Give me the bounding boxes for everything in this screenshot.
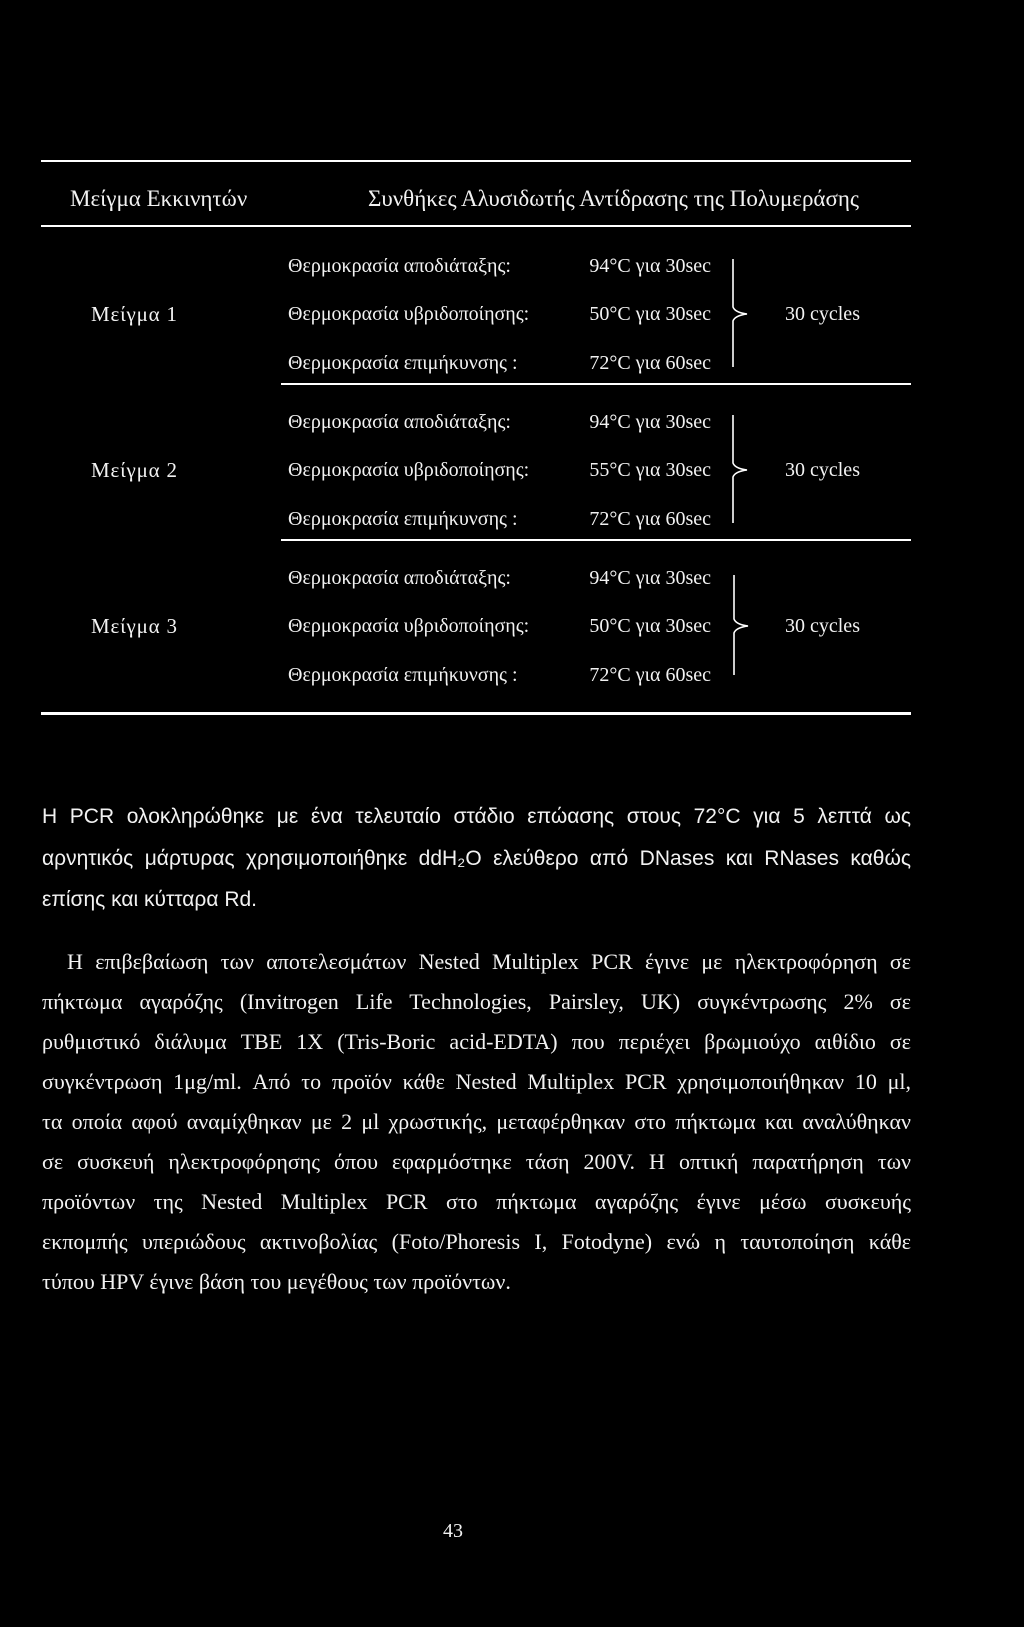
step-label: Θερμοκρασία υβριδοποίησης: xyxy=(288,303,530,325)
cycles-bracket xyxy=(725,249,755,380)
paragraph-line: αρνητικός μάρτυρας χρησιμοποιήθηκε ddH₂O ελεύθερο από DNases και RNases καθώς xyxy=(42,846,911,870)
paragraph-line: επίσης και κύτταρα Rd. xyxy=(42,888,258,911)
step-label: Θερμοκρασία επιμήκυνσης : xyxy=(288,664,518,686)
mix-name: Μείγμα 1 xyxy=(91,302,178,326)
paragraph-line: ρυθμιστικό διάλυμα TBE 1X (Tris-Boric acid-EDTA) που περιέχει βρωμιούχο αιθίδιο σε xyxy=(42,1029,911,1054)
step-label: Θερμοκρασία υβριδοποίησης: xyxy=(288,615,530,637)
mix-block xyxy=(0,409,1024,532)
bracket-line xyxy=(733,259,747,367)
paragraph-line: Η PCR ολοκληρώθηκε με ένα τελευταίο στάδιο επώασης στους 72°C για 5 λεπτά ως xyxy=(42,805,911,828)
bracket-line xyxy=(734,575,748,675)
mix-name: Μείγμα 3 xyxy=(91,614,178,638)
body-paragraph xyxy=(42,942,911,1302)
mix-block xyxy=(0,565,1024,688)
step-label: Θερμοκρασία επιμήκυνσης : xyxy=(288,508,518,530)
step-value: 94°C για 30sec xyxy=(589,567,711,589)
pcr-step-row xyxy=(0,409,1024,435)
pcr-step-row xyxy=(0,457,1024,483)
paragraph-line: Η επιβεβαίωση των αποτελεσμάτων Nested Multiplex PCR έγινε με ηλεκτροφόρηση σε xyxy=(67,949,911,974)
step-label: Θερμοκρασία υβριδοποίησης: xyxy=(288,459,530,481)
table-row-separator xyxy=(281,539,911,541)
paragraph-line: εκπομπής υπεριώδους ακτινοβολίας (Foto/Phoresis I, Fotodyne) ενώ η ταυτοποίηση κάθε xyxy=(42,1229,911,1254)
step-value: 72°C για 60sec xyxy=(589,352,711,374)
paragraph-line: πήκτωμα αγαρόζης (Invitrogen Life Technologies, Pairsley, UK) συγκέντρωσης 2% σε xyxy=(42,989,911,1014)
pcr-step-row xyxy=(0,662,1024,688)
step-value: 94°C για 30sec xyxy=(589,255,711,277)
pcr-step-row xyxy=(0,613,1024,639)
table-row-separator xyxy=(281,383,911,385)
step-label: Θερμοκρασία αποδιάταξης: xyxy=(288,411,511,433)
step-label: Θερμοκρασία αποδιάταξης: xyxy=(288,255,511,277)
bracket-line xyxy=(733,415,747,523)
cycles-label: 30 cycles xyxy=(785,303,860,325)
pcr-step-row xyxy=(0,350,1024,376)
step-label: Θερμοκρασία επιμήκυνσης : xyxy=(288,352,518,374)
column-header-primer-mix: Μείγμα Εκκινητών xyxy=(70,186,248,211)
body-paragraph xyxy=(42,796,911,921)
cycles-bracket xyxy=(725,561,755,692)
step-label: Θερμοκρασία αποδιάταξης: xyxy=(288,567,511,589)
cycles-label: 30 cycles xyxy=(785,615,860,637)
pcr-step-row xyxy=(0,301,1024,327)
step-value: 72°C για 60sec xyxy=(589,508,711,530)
mix-name: Μείγμα 2 xyxy=(91,458,178,482)
step-value: 50°C για 30sec xyxy=(589,303,711,325)
table-bottom-rule xyxy=(41,712,911,715)
page-number: 43 xyxy=(443,1520,463,1542)
paragraph-line: προϊόντων της Nested Multiplex PCR στο πήκτωμα αγαρόζης έγινε μέσω συσκευής xyxy=(42,1189,911,1214)
step-value: 50°C για 30sec xyxy=(589,615,711,637)
paragraph-line: συγκέντρωση 1μg/ml. Από το προϊόν κάθε Nested Multiplex PCR χρησιμοποιήθηκαν 10 μl, xyxy=(42,1069,911,1094)
paragraph-line: τα οποία αφού αναμίχθηκαν με 2 μl χρωστικής, μεταφέρθηκαν στο πήκτωμα και αναλύθηκαν xyxy=(42,1109,911,1134)
table-header-rule xyxy=(41,225,911,227)
paragraph-line: σε συσκευή ηλεκτροφόρησης όπου εφαρμόστηκε τάση 200V. Η οπτική παρατήρηση των xyxy=(42,1149,911,1174)
paragraph-line: τύπου HPV έγινε βάση του μεγέθους των προϊόντων. xyxy=(42,1269,511,1294)
pcr-step-row xyxy=(0,506,1024,532)
column-header-pcr-conditions: Συνθήκες Αλυσιδωτής Αντίδρασης της Πολυμεράσης xyxy=(368,186,860,211)
cycles-label: 30 cycles xyxy=(785,459,860,481)
pcr-step-row xyxy=(0,565,1024,591)
cycles-bracket xyxy=(725,405,755,536)
mix-block xyxy=(0,253,1024,376)
step-value: 55°C για 30sec xyxy=(589,459,711,481)
pcr-step-row xyxy=(0,253,1024,279)
step-value: 94°C για 30sec xyxy=(589,411,711,433)
table-top-rule xyxy=(41,160,911,162)
step-value: 72°C για 60sec xyxy=(589,664,711,686)
